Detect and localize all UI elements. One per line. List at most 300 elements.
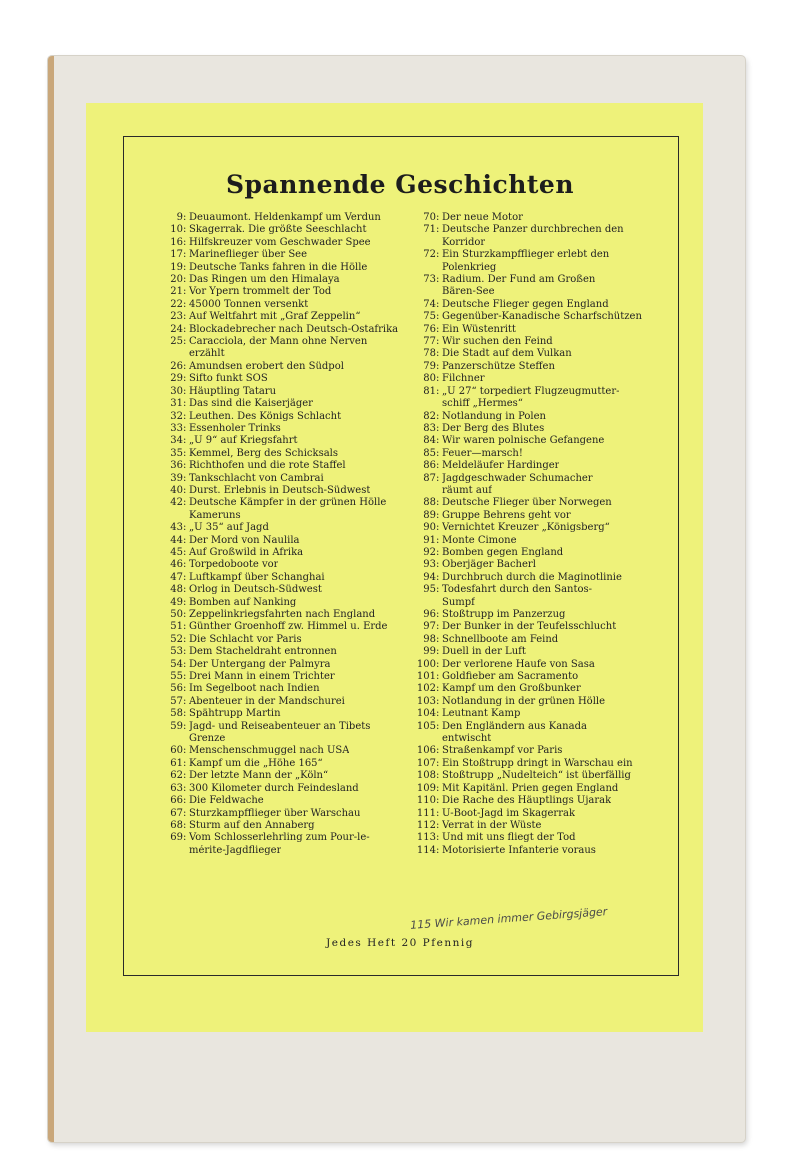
- issue-title: Im Segelboot nach Indien: [189, 683, 320, 695]
- issue-number: 101: [416, 671, 436, 683]
- issue-number: 47: [170, 571, 183, 583]
- list-item: [160, 224, 400, 236]
- list-item: [160, 423, 400, 435]
- issue-number: 29: [170, 373, 183, 385]
- issue-title: Die Stadt auf dem Vulkan: [442, 348, 572, 360]
- issue-number: 102: [416, 683, 436, 695]
- issue-title: Vor Ypern trommelt der Tod: [189, 286, 332, 298]
- list-item: [406, 634, 664, 646]
- list-item: [160, 808, 400, 820]
- separator: :: [183, 720, 187, 732]
- separator: :: [183, 757, 187, 769]
- separator: :: [436, 584, 440, 596]
- list-item: [406, 299, 664, 311]
- issue-number: 84: [423, 435, 436, 447]
- list-item: [406, 274, 664, 286]
- list-item-continuation: [160, 510, 400, 522]
- issue-number: 52: [170, 633, 183, 645]
- list-item: [160, 745, 400, 757]
- list-item: [160, 671, 400, 683]
- separator: :: [436, 435, 440, 447]
- issue-title: Die Rache des Häuptlings Ujarak: [442, 795, 612, 807]
- separator: :: [183, 323, 187, 335]
- issue-title: Notlandung in der grünen Hölle: [442, 695, 606, 707]
- list-item: [406, 671, 664, 683]
- issue-number: 43: [170, 522, 183, 534]
- list-item: [406, 758, 664, 770]
- list-item: [160, 547, 400, 559]
- list-item: [406, 224, 664, 236]
- list-item: [160, 683, 400, 695]
- list-item: [406, 373, 664, 385]
- issue-title: 300 Kilometer durch Feindesland: [189, 782, 359, 794]
- issue-number: 35: [170, 447, 183, 459]
- separator: :: [183, 298, 187, 310]
- separator: :: [436, 720, 440, 732]
- separator: :: [183, 311, 187, 323]
- list-item: [406, 584, 664, 596]
- issue-title: Duell in der Luft: [442, 646, 526, 658]
- issue-number: 31: [170, 398, 183, 410]
- issue-title: Bomben auf Nanking: [189, 596, 297, 608]
- issue-number: 59: [170, 720, 183, 732]
- issue-number: 16: [170, 236, 183, 248]
- issue-title: „U 9“ auf Kriegsfahrt: [189, 435, 298, 447]
- list-item: [406, 721, 664, 733]
- list-item: [160, 361, 400, 373]
- separator: :: [436, 708, 440, 720]
- separator: :: [183, 236, 187, 248]
- list-item: [160, 299, 400, 311]
- list-item: [406, 646, 664, 658]
- issue-number: 106: [416, 745, 436, 757]
- separator: :: [436, 571, 440, 583]
- list-item-continuation: [406, 485, 664, 497]
- separator: :: [436, 819, 440, 831]
- separator: :: [183, 807, 187, 819]
- separator: :: [183, 249, 187, 261]
- list-item: [160, 411, 400, 423]
- issue-title: Polenkrieg: [442, 261, 497, 273]
- issue-number: 105: [416, 720, 436, 732]
- issue-number: 94: [423, 571, 436, 583]
- list-item: [406, 572, 664, 584]
- issue-number: 66: [170, 795, 183, 807]
- issue-number: 50: [170, 609, 183, 620]
- list-item: [406, 435, 664, 447]
- separator: :: [183, 546, 187, 558]
- issue-title: Durchbruch durch die Maginotlinie: [442, 571, 622, 583]
- list-item: [406, 696, 664, 708]
- list-item: [406, 621, 664, 633]
- issue-title: Den Engländern aus Kanada: [442, 720, 587, 732]
- issue-title: Jagd- und Reiseabenteuer an Tibets: [189, 720, 371, 732]
- issue-number: 88: [423, 497, 436, 509]
- separator: :: [436, 633, 440, 645]
- separator: :: [183, 832, 187, 844]
- issue-title: Menschenschmuggel nach USA: [189, 745, 350, 757]
- issue-title: Der Bunker in der Teufelsschlucht: [442, 621, 617, 633]
- list-item: [160, 497, 400, 509]
- separator: :: [183, 695, 187, 707]
- list-item: [406, 423, 664, 435]
- issue-number: 30: [170, 385, 183, 397]
- separator: :: [436, 695, 440, 707]
- list-item: [160, 708, 400, 720]
- separator: :: [436, 472, 440, 484]
- issue-title: Das Ringen um den Himalaya: [189, 274, 340, 286]
- issue-number: 97: [423, 621, 436, 633]
- list-item: [160, 386, 400, 398]
- separator: :: [436, 745, 440, 757]
- issue-number: 49: [170, 596, 183, 608]
- issue-title: Marineflieger über See: [189, 249, 308, 261]
- separator: :: [436, 311, 440, 323]
- issue-title: Deutsche Panzer durchbrechen den: [442, 224, 624, 236]
- list-item: [160, 473, 400, 485]
- issue-number: 55: [170, 671, 183, 683]
- list-item: [406, 522, 664, 534]
- issue-number: 20: [170, 274, 183, 286]
- issue-title: Wir waren polnische Gefangene: [442, 435, 605, 447]
- issue-title: Goldfieber am Sacramento: [442, 671, 579, 683]
- list-item: [160, 621, 400, 633]
- list-item: [160, 262, 400, 274]
- list-item: [160, 249, 400, 261]
- separator: :: [183, 360, 187, 372]
- list-item: [406, 411, 664, 423]
- separator: :: [436, 298, 440, 310]
- issue-title: Stoßtrupp im Panzerzug: [442, 609, 566, 620]
- list-item: [406, 348, 664, 360]
- issue-title: Deutsche Tanks fahren in die Hölle: [189, 261, 368, 273]
- list-item-continuation: [406, 398, 664, 410]
- separator: :: [183, 609, 187, 620]
- issue-title: Ein Wüstenritt: [442, 323, 516, 335]
- separator: :: [183, 658, 187, 670]
- issue-number: 22: [170, 298, 183, 310]
- list-item: [160, 696, 400, 708]
- list-item: [160, 584, 400, 596]
- issue-number: 108: [416, 770, 436, 782]
- list-item: [406, 473, 664, 485]
- issue-number: 24: [170, 323, 183, 335]
- issue-title: Gruppe Behrens geht vor: [442, 509, 571, 521]
- separator: :: [436, 646, 440, 658]
- separator: :: [183, 460, 187, 472]
- separator: :: [436, 274, 440, 286]
- separator: :: [183, 224, 187, 236]
- separator: :: [436, 832, 440, 844]
- issue-title: 45000 Tonnen versenkt: [189, 298, 309, 310]
- issue-number: 103: [416, 695, 436, 707]
- separator: :: [183, 398, 187, 410]
- issue-number: 67: [170, 807, 183, 819]
- issue-title: Die Feldwache: [189, 795, 264, 807]
- issue-title: Deutsche Flieger über Norwegen: [442, 497, 612, 509]
- issue-title: Caracciola, der Mann ohne Nerven: [189, 336, 368, 348]
- issue-title: Notlandung in Polen: [442, 410, 546, 422]
- separator: :: [183, 261, 187, 273]
- separator: :: [436, 509, 440, 521]
- issue-number: 86: [423, 460, 436, 472]
- list-item: [160, 770, 400, 782]
- issue-title: Grenze: [189, 733, 226, 745]
- list-item-continuation: [406, 733, 664, 745]
- list-item: [160, 398, 400, 410]
- handwritten-note: 115 Wir kamen immer Gebirgsjäger: [409, 905, 608, 932]
- issue-number: 10: [170, 224, 183, 236]
- issue-number: 71: [423, 224, 436, 236]
- issue-title: Torpedoboote vor: [189, 559, 279, 571]
- issue-number: 44: [170, 534, 183, 546]
- separator: :: [183, 795, 187, 807]
- issue-title: Vernichtet Kreuzer „Königsberg“: [442, 522, 610, 534]
- issue-title: Kemmel, Berg des Schicksals: [189, 447, 338, 459]
- list-item-continuation: [406, 262, 664, 274]
- list-item: [406, 535, 664, 547]
- issue-title: räumt auf: [442, 484, 492, 496]
- issue-number: 60: [170, 745, 183, 757]
- issue-title: Der Mord von Naulila: [189, 534, 300, 546]
- list-item: [406, 683, 664, 695]
- issue-title: Deuaumont. Heldenkampf um Verdun: [189, 212, 381, 223]
- separator: :: [436, 782, 440, 794]
- separator: :: [436, 360, 440, 372]
- price-footer: Jedes Heft 20 Pfennig: [326, 937, 474, 949]
- issue-title: Todesfahrt durch den Santos-: [442, 584, 593, 596]
- issue-title: Der Berg des Blutes: [442, 422, 545, 434]
- issue-title: Bomben gegen England: [442, 546, 564, 558]
- separator: :: [183, 410, 187, 422]
- separator: :: [183, 373, 187, 385]
- issue-number: 93: [423, 559, 436, 571]
- list-item-continuation: [160, 845, 400, 857]
- issue-title: Luftkampf über Schanghai: [189, 571, 325, 583]
- issue-number: 26: [170, 360, 183, 372]
- issue-title: Schnellboote am Feind: [442, 633, 559, 645]
- list-item: [406, 845, 664, 857]
- list-item: [406, 249, 664, 261]
- separator: :: [183, 584, 187, 596]
- issue-number: 25: [170, 336, 183, 348]
- issue-title: mérite-Jagdflieger: [189, 844, 282, 856]
- issue-number: 46: [170, 559, 183, 571]
- issue-number: 73: [423, 274, 436, 286]
- issue-title: Deutsche Flieger gegen England: [442, 298, 609, 310]
- list-item: [160, 448, 400, 460]
- issue-title: „U 35“ auf Jagd: [189, 522, 269, 534]
- list-item: [160, 783, 400, 795]
- left-title-list: [160, 212, 400, 857]
- issue-number: 39: [170, 472, 183, 484]
- list-item: [160, 572, 400, 584]
- issue-number: 109: [416, 782, 436, 794]
- issue-title: Leutnant Kamp: [442, 708, 521, 720]
- issue-number: 34: [170, 435, 183, 447]
- separator: :: [436, 795, 440, 807]
- list-item: [160, 820, 400, 832]
- list-item: [160, 721, 400, 733]
- issue-title: Kampf um den Großbunker: [442, 683, 581, 695]
- separator: :: [183, 708, 187, 720]
- list-item: [160, 559, 400, 571]
- issue-title: Günther Groenhoff zw. Himmel u. Erde: [189, 621, 388, 633]
- separator: :: [183, 671, 187, 683]
- issue-number: 62: [170, 770, 183, 782]
- issue-title: Skagerrak. Die größte Seeschlacht: [189, 224, 367, 236]
- list-item: [160, 435, 400, 447]
- list-item: [160, 646, 400, 658]
- separator: :: [436, 336, 440, 348]
- list-item: [160, 535, 400, 547]
- separator: :: [183, 534, 187, 546]
- issue-number: 72: [423, 249, 436, 261]
- issue-number: 70: [423, 212, 436, 223]
- issue-number: 45: [170, 546, 183, 558]
- separator: :: [436, 757, 440, 769]
- list-item-continuation: [406, 237, 664, 249]
- issue-number: 9: [176, 212, 183, 223]
- issue-title: Monte Cimone: [442, 534, 517, 546]
- separator: :: [436, 621, 440, 633]
- separator: :: [183, 286, 187, 298]
- right-title-list: [406, 212, 664, 857]
- list-item: [406, 324, 664, 336]
- issue-title: Vom Schlosserlehrling zum Pour-le-: [189, 832, 370, 844]
- issue-number: 21: [170, 286, 183, 298]
- issue-number: 112: [416, 819, 436, 831]
- issue-number: 17: [170, 249, 183, 261]
- issue-title: Stoßtrupp „Nudelteich“ ist überfällig: [442, 770, 631, 782]
- separator: :: [436, 422, 440, 434]
- issue-title: Das sind die Kaiserjäger: [189, 398, 313, 410]
- issue-number: 57: [170, 695, 183, 707]
- separator: :: [436, 522, 440, 534]
- issue-title: Motorisierte Infanterie voraus: [442, 844, 596, 856]
- separator: :: [436, 683, 440, 695]
- separator: :: [436, 609, 440, 620]
- separator: :: [183, 683, 187, 695]
- list-item-continuation: [160, 733, 400, 745]
- separator: :: [436, 212, 440, 223]
- list-item: [406, 783, 664, 795]
- issue-number: 48: [170, 584, 183, 596]
- issue-number: 33: [170, 422, 183, 434]
- issue-title: Durst. Erlebnis in Deutsch-Südwest: [189, 484, 371, 496]
- separator: :: [183, 212, 187, 223]
- separator: :: [436, 770, 440, 782]
- issue-title: Blockadebrecher nach Deutsch-Ostafrika: [189, 323, 399, 335]
- issue-number: 61: [170, 757, 183, 769]
- issue-title: Sturm auf den Annaberg: [189, 819, 315, 831]
- issue-number: 63: [170, 782, 183, 794]
- list-item: [160, 522, 400, 534]
- issue-number: 69: [170, 832, 183, 844]
- issue-title: Kameruns: [189, 509, 241, 521]
- separator: :: [183, 646, 187, 658]
- issue-number: 58: [170, 708, 183, 720]
- issue-number: 100: [416, 658, 436, 670]
- separator: :: [183, 621, 187, 633]
- list-item: [160, 336, 400, 348]
- list-item: [160, 274, 400, 286]
- issue-title: Sumpf: [442, 596, 475, 608]
- issue-title: U-Boot-Jagd im Skagerrak: [442, 807, 576, 819]
- list-item: [406, 386, 664, 398]
- issue-title: Drei Mann in einem Trichter: [189, 671, 335, 683]
- separator: :: [436, 844, 440, 856]
- list-item-continuation: [406, 597, 664, 609]
- separator: :: [183, 336, 187, 348]
- issue-number: 82: [423, 410, 436, 422]
- issue-title: Und mit uns fliegt der Tod: [442, 832, 576, 844]
- issue-number: 77: [423, 336, 436, 348]
- issue-title: Richthofen und die rote Staffel: [189, 460, 346, 472]
- issue-title: Korridor: [442, 236, 486, 248]
- issue-title: Straßenkampf vor Paris: [442, 745, 563, 757]
- issue-number: 111: [416, 807, 436, 819]
- separator: :: [436, 460, 440, 472]
- list-item: [160, 311, 400, 323]
- list-item: [406, 609, 664, 621]
- page-title: Spannende Geschichten: [225, 170, 574, 199]
- issue-number: 75: [423, 311, 436, 323]
- list-item: [406, 547, 664, 559]
- separator: :: [436, 671, 440, 683]
- separator: :: [436, 373, 440, 385]
- separator: :: [436, 534, 440, 546]
- issue-number: 68: [170, 819, 183, 831]
- list-item: [406, 745, 664, 757]
- issue-title: Radium. Der Fund am Großen: [442, 274, 596, 286]
- issue-number: 56: [170, 683, 183, 695]
- list-item: [160, 609, 400, 621]
- issue-number: 91: [423, 534, 436, 546]
- issue-number: 95: [423, 584, 436, 596]
- issue-title: Sturzkampfflieger über Warschau: [189, 807, 361, 819]
- list-item: [160, 597, 400, 609]
- separator: :: [436, 559, 440, 571]
- issue-number: 99: [423, 646, 436, 658]
- issue-title: Kampf um die „Höhe 165“: [189, 757, 323, 769]
- list-item: [160, 324, 400, 336]
- issue-number: 78: [423, 348, 436, 360]
- list-item: [406, 361, 664, 373]
- list-item: [160, 634, 400, 646]
- list-item: [406, 311, 664, 323]
- issue-number: 113: [416, 832, 436, 844]
- separator: :: [436, 410, 440, 422]
- list-item: [406, 808, 664, 820]
- issue-title: Meldeläufer Hardinger: [442, 460, 560, 472]
- separator: :: [183, 422, 187, 434]
- issue-number: 76: [423, 323, 436, 335]
- list-item: [160, 485, 400, 497]
- issue-title: Essenholer Trinks: [189, 422, 281, 434]
- list-item: [406, 460, 664, 472]
- list-item: [406, 770, 664, 782]
- issue-title: schiff „Hermes“: [442, 398, 523, 410]
- issue-number: 89: [423, 509, 436, 521]
- issue-number: 90: [423, 522, 436, 534]
- list-item: [406, 832, 664, 844]
- issue-title: Gegenüber-Kanadische Scharfschützen: [442, 311, 642, 323]
- issue-number: 92: [423, 546, 436, 558]
- list-item: [406, 659, 664, 671]
- separator: :: [183, 745, 187, 757]
- issue-title: Ein Stoßtrupp dringt in Warschau ein: [442, 757, 633, 769]
